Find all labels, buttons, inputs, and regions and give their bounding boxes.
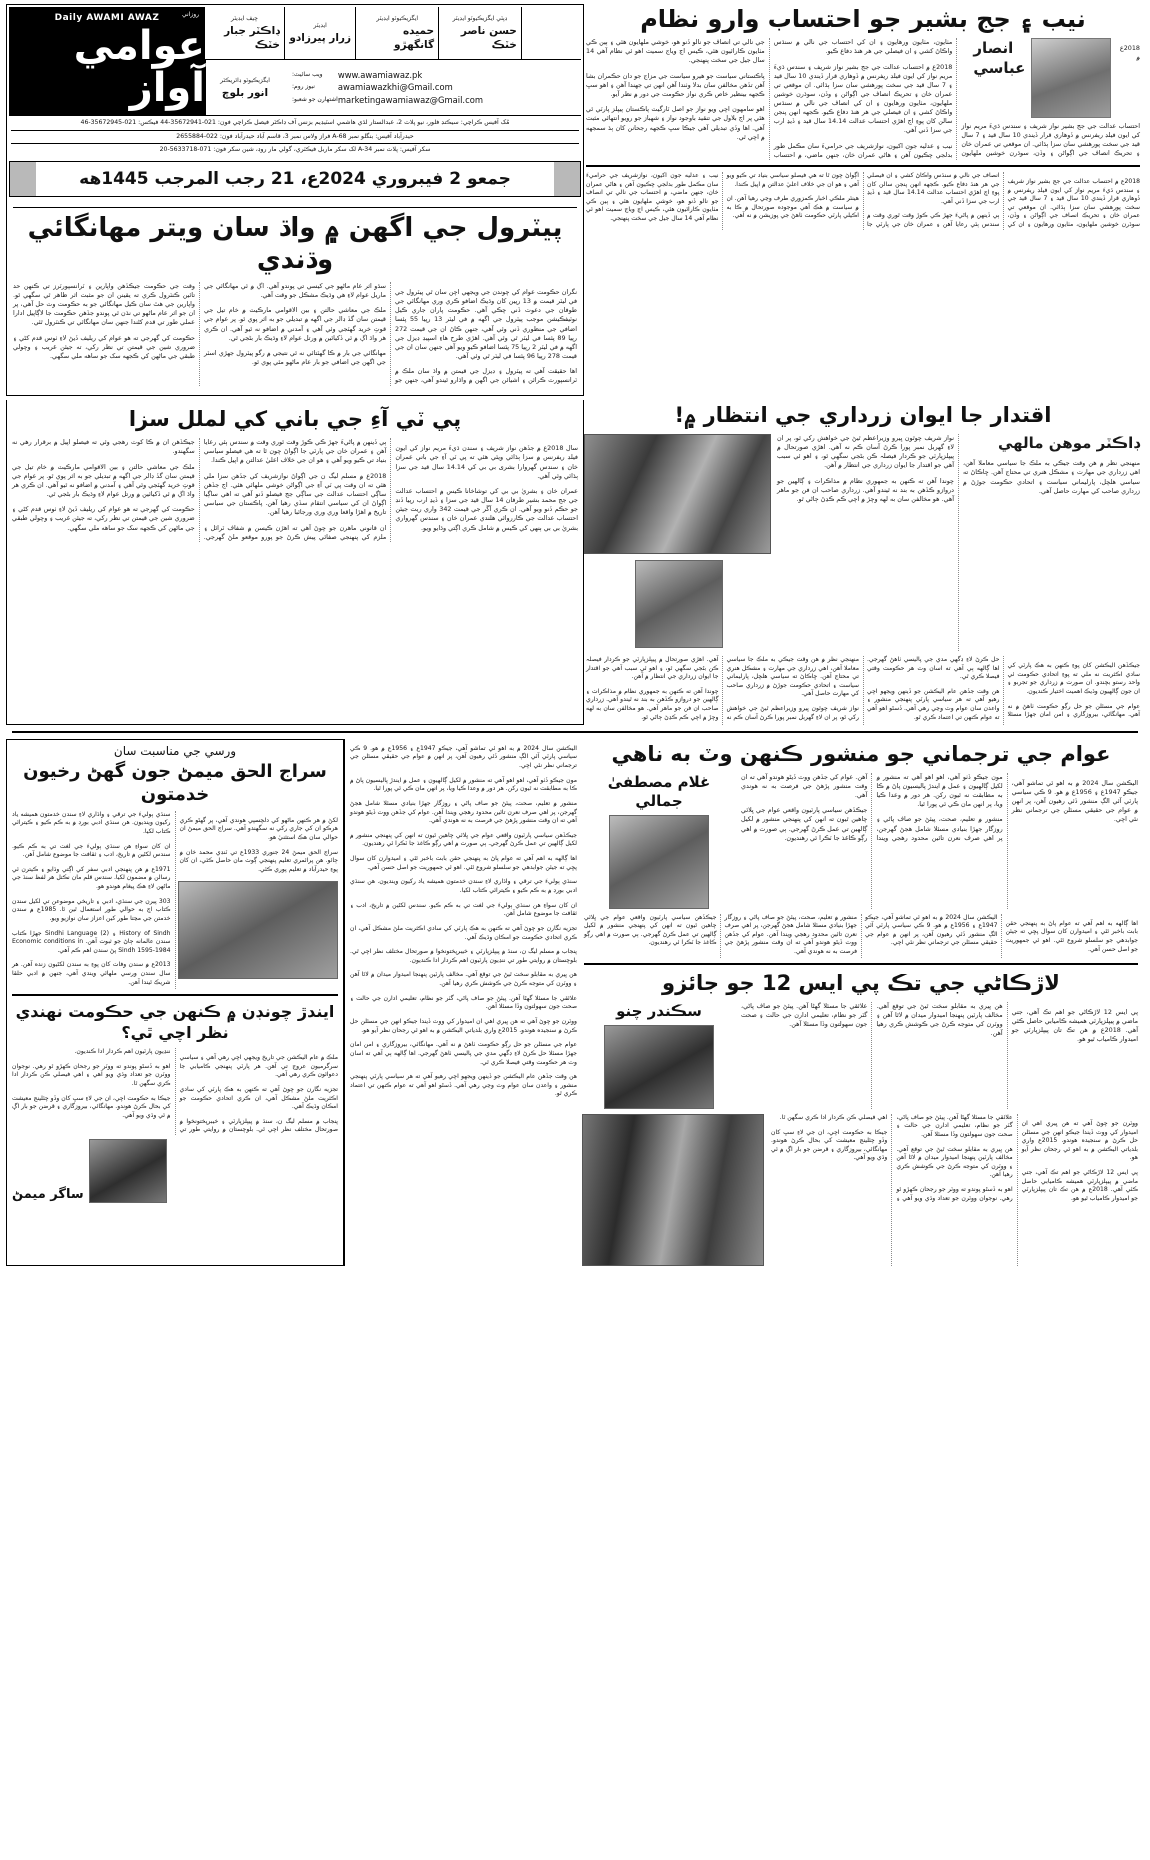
staff-row-bottom [205, 60, 581, 115]
awam-headline: عوام جي ترجماني جو منشور ڪنهن وٽ به ناهي [611, 741, 1111, 766]
article-paragraph: عمران خان ۽ بشريٰ بي بي کي توشاخانا ڪيس ۾ احتساب عدالت جي جج محمد بشير طرفان 14 سال قيد جي سزا ۽ ڏيڍ ارب رپيا ڏنڊ جو حڪم ڏنو ويو آهي. ان ڪري آڱر جي قيمت 342 واري ريت جيئن احتساب عدالت جي ڪارروائي هلندي عمران خان ۽ سندس گهرواري بشريٰ بي بي ٻنهي کي ڪيس ۾ شامل ڪري اڳتي وڌايو ويو. [395, 487, 578, 532]
awam-byline [584, 773, 734, 909]
lead-paragraph: اها حقيقت آهي ته پيٽرول ۽ ڊيزل جي قيمتن ۾ واڌ سان ملڪ ۾ ٽرانسپورٽ ڪرائن ۽ اشيائن جي اگهن ۾ واڌارو ٿيندو آهي، جنهن جو سڌو اثر عام ماڻهو جي کيسي تي پوندو آهي. اڳ ۾ ئي مهانگائي جي ماريل عوام لاءِ هي وڌيڪ مشڪل جو وقت آهي. [204, 281, 577, 385]
article-paragraph: مون جيڪو ڏٺو آهي، اهو اهو آهي ته منشور ۾ لکيل ڳالهيون ۽ عمل ۾ ايندڙ پاليسيون پاڻ ۾ ڪا به مطابقت نه ٿيون رکن. هر دور ۾ وعدا ڪيا ويا، پر انهن مان ڪي ئي پورا ٿيا. [876, 772, 1003, 808]
article-paragraph: هن وقت جڏهن عام اليڪشن جو ڏينهن ويجهو اچي رهيو آهي ته هر سياسي پارٽي پنهنجي منشور ۽ واعدن سان عوام وٽ وڃي رهي آهي. ڏسڻو اهو آهي ته عوام ڪنهن تي اعتماد ڪري ٿو. [867, 687, 1000, 721]
dateline-pad-left [10, 162, 36, 196]
zardari-top-row [586, 434, 1140, 651]
author-name: سڪندر چنو [616, 1001, 702, 1020]
logo-main-name: عوامي آواز [73, 23, 205, 111]
lead-paragraph: وقت جي حڪومت جيڪڏهن واپارين ۽ ٽرانسپورٽرز تي ڪنهن حد تائين ڪنٽرول ڪري ته يقينن ان جو مثبت اثر ظاهر ٿي سگهي ٿو. واپارين جي هٿ سان ڪيل مهانگائي جو به حڪومت وٽ حل آهي، پر ان جو اثر عام ماڻهو تي نڌن ٿي پوندو جڏهن حڪومت جا لاڳاپيل ادارا عملي طور تي قدم کڻندا جنهن سان مهانگائي تي ڪنٽرول ٿئي. [13, 281, 195, 327]
staff-role: چيف ايڊيٽر [231, 15, 258, 22]
contact-labels [288, 69, 338, 107]
article-paragraph: اليڪشن سال 2024 ۾ به اهو ئي تماشو آهي، جيڪو 1947ع ۽ 1956ع ۾ هو. 9 ڪي سياسي پارٽي آئي الڳ منشور ڏئي رهيون آهن، پر انهن ۾ عوام جي حقيقي مسئلن جي ترجماني نظر نٿي اچي. [350, 744, 578, 769]
contact-label-advertising: اشتهارن جو شعبو: [291, 95, 338, 103]
continuation-paragraph: نيب ۽ عدليه جون اکيون، نوازشريف جي حراميءَ سان مڪمل طور بدلجي چڪيون آهن ۽ هاڻي عمران خان، جنهن ماضي، ۾ احتساب جي نالي تي انصاف جو نالو ڏنو هو، خوشي ملهايون هئي ۽ ٻين ڪي مٺايون ڪارائيون هئي، ڪيس اڄ وياج سميت اهو ئي نظام آهي 14 سال جيل جي سخت پنهنجي. [586, 171, 719, 222]
top-left-continuation [586, 172, 1140, 230]
bottom-middle-column [344, 739, 582, 1266]
saraj-portrait-photo [178, 881, 339, 979]
top-left-column [584, 4, 1144, 396]
lead-body [13, 282, 577, 386]
larkana-body-bottom [771, 1114, 1138, 1266]
article-paragraph: سال 2018ع ۾ جڏهن نواز شريف ۽ سندن ڌيءَ مريم نواز کي ايون فيلڊ ريفرنس ۾ سزا ٻڌائي ويئي هئي ته پي ٽي آءِ جي باني عمران خان ۽ سندس گهروارا بشرى بي بي کي 14.14 سال قيد جي سزا ٻڌائي وئي آهي. [395, 444, 579, 480]
article-paragraph: منشور ۾ تعليم، صحت، پيئڻ جو صاف پاڻي ۽ روزگار جهڙا بنيادي مسئلا شامل هجڻ گهرجن، پر اهي صرف نعرن تائين محدود رهجي ويندا آهن. عوام کي جڏهن ووٽ ڏيڻو هوندو آهي ته ان وقت منشور پڙهڻ جي فرصت به نه هوندي آهي. [724, 913, 857, 956]
article-paragraph: 2018ع ۾ احتساب عدالت جي جج بشير نواز شريف ۽ سندس ڌيءَ مريم نواز کي ايون فيلڊ ريفرنس ۾ ڏوهاري قرار ڏيندي 10 سال قيد ۽ 7 سال قيد جي سخت پورهشي سان سزا ٻڌائي. ان موقعي تي عمران خان ۽ تحريڪ انصاف جي اڳواڻن ۽ وڏن، سوڌرن خوشين ملهايون، مٺايون ورهايون ۽ ان کي انصاف جي نالي ۾ سنڌس واڪاڻ کشي ۽ ان فيصلي جي هر هنڌ دفاع ڪيو. ڪجهه انهن پنجن سالن کان پوءِ اڄ اهڙي احتساب عدالت 14.14 سال قيد ۽ ڏيڍ ارب جي سزا ڏني آهي. [773, 62, 953, 135]
lead-paragraph: ملڪ جي معاشي حالتن ۽ بين الاقوامي مارڪيٽ ۾ خام تيل جي قيمتن سان گڏ ڊالر جي اگهه ۾ تبديلي جو به اثر پوي ٿو. پر عوام جي قوتِ خريد گهٽجي وئي آهي ۽ آمدني ۾ اضافو نه ٿيو آهي. ان ڪري هر واڌ اڳ ۾ ئي ڏکيائين ۾ ورتل عوام لاءِ وڌيڪ بار بڻجي ٿي. [204, 306, 386, 342]
author-name: انصار عباسي [973, 39, 1026, 77]
saraj-body [12, 811, 338, 989]
staff-extra-cell [521, 7, 581, 59]
middle-section [6, 400, 1144, 725]
contact-marketing-email[interactable]: marketingawamiawaz@Gmail.com [337, 94, 483, 105]
article-paragraph: ان کان سواءِ هن سنڌي ٻوليءَ جي لغت تي به ڪم ڪيو. سندس لکڻين ۾ تاريخ، ادب ۽ ثقافت جا موضوع شامل آهن. [350, 901, 577, 918]
article-paragraph: سنڌي ٻوليءَ جي ترقي ۽ واڌاري لاءِ سندن خدمتون هميشه ياد رکيون وينديون. هن سنڌي ادبي بورڊ ۾ به ڪم ڪيو ۽ ڪيترائي ڪتاب لکيا. [12, 810, 171, 835]
lead-headline: پيٽرول جي اگهن ۾ واڌ سان ويتر مهانگائي وڌندي [27, 212, 563, 275]
enders-body [12, 1048, 338, 1135]
article-paragraph: علائقي جا مسئلا گهڻا آهن. پيئڻ جو صاف پاڻي، گٽر جو نظام، تعليمي ادارن جي حالت ۽ صحت جون سهولتون وڏا مسئلا آهن. [896, 1113, 1013, 1138]
saraj-subhead: ورسي جي مناسبت سان [113, 743, 237, 758]
masthead-and-lead-column [6, 4, 584, 396]
saraj-column [6, 739, 344, 1266]
article-paragraph: چوندا آهن ته ڪنهن به جمهوري نظام ۾ مذاڪرات ۽ ڳالهين جو دروازو ڪڏهن به بند نه ٿيندو آهي. زرداري صاحب ان فن جو ماهر آهي. هو مخالفن سان به لهه وچڙ ۾ اچي ڪم ڪڍڻ ڄاڻي ٿو. [586, 687, 719, 721]
article-paragraph: 2013ع ۾ سندن وفات کان پوءِ به سندن لکڻيون زنده آهن. هر سال سندن ورسي ملهائي ويندي آهي، جنهن ۾ ادبي حلقا شريڪ ٿيندا آهن. [12, 961, 171, 986]
article-paragraph: ٻي ڏينهن ۾ پاڻيءَ جهڙ ڪي ڪوڙ وقت ٿوري وقت ۾ سندس ٻئي رعايا آهن ۽ عمران خان جي پارٽي جا اڳواڻ چون ٿا ته هي فيصلو سياسي بنياد تي ڪيو ويو آهي ۽ هو ان جي خلاف اعليٰ عدالتن ۾ اپيل ڪندا. [203, 438, 387, 465]
top-section [6, 4, 1144, 396]
staff-name: انور بلوچ [221, 86, 269, 99]
author-photo [604, 1025, 714, 1109]
article-paragraph: اليڪشن سال 2024 ۾ به اهو ئي تماشو آهي، جيڪو 1947ع ۽ 1956ع ۾ هو. 9 ڪي سياسي پارٽي آئي الڳ منشور ڏئي رهيون آهن، پر انهن ۾ عوام جي حقيقي مسئلن جي ترجماني نظر نٿي اچي. [865, 913, 998, 947]
article-paragraph: ووٽرن جو چوڻ آهي ته هن ڀيري اهي ان اميدوار کي ووٽ ڏيندا جيڪو انهن جي مسئلن حل ڪرڻ ۾ سنجيده هوندو. 2015ع واري بلدياتي اليڪشن ۾ به اهو ئي رجحان نظر آيو هو. [350, 1018, 577, 1034]
contact-label-website: ويب سائيٽ: [291, 70, 323, 78]
contact-block [284, 60, 581, 115]
article-paragraph: پنجاب ۾ مسلم ليگ ن، سنڌ ۾ پيپلزپارٽي ۽ خيبرپختونخوا ۾ صورتحال مختلف نظر اچي ٿي. بلوچستان ۾ روايتي طور تي ننڍيون پارٽيون اهم ڪردار ادا ڪنديون. [350, 948, 577, 964]
article-paragraph: لکڻ ۾ هر ڪنهن ماڻهو کي دلچسپي هوندي آهي، پر گهڻو ڪري هرڪو ان کي جاري رکي نه سگهندو آهي. سراج الحق ميمڻ ان حوالي سان هڪ استثنيٰ هو. [179, 816, 338, 841]
larkana-byline [584, 1002, 734, 1109]
mid-right-headline: پي ٽي آءِ جي باني کي لملل سزا [128, 407, 462, 431]
saraj-headline: سراج الحق ميمڻ جون گهڻ رخيون خدمتون [23, 760, 327, 805]
rally-photo [582, 1114, 764, 1266]
zardari-body-bottom [586, 656, 1140, 725]
staff-name: حميده گانگهڙو [394, 25, 435, 51]
article-paragraph: ووٽرن جو چوڻ آهي ته هن ڀيري اهي ان اميدوار کي ووٽ ڏيندا جيڪو انهن جي مسئلن حل ڪرڻ ۾ سنجيده هوندو. 2015ع واري بلدياتي اليڪشن ۾ به اهو ئي رجحان نظر آيو هو. [1021, 1119, 1139, 1162]
article-paragraph: تجزيه نگارن جو چوڻ آهي ته ڪنهن به هڪ پارٽي کي سادي اڪثريت ملڻ مشڪل آهي، ان ڪري اتحادي حڪومت جو امڪان وڌيڪ آهي. [179, 1085, 338, 1111]
article-paragraph: 303 پيرن جي سنڌي، ادبي ۽ تاريخي موضوعن تي لکيل سندن ڪتاب اڄ به حوالي طور استعمال ٿين ٿا. 1985ع ۾ سندن خدمتن جي مڃتا طور کين اعزاز سان نوازيو ويو. [12, 897, 171, 922]
author-photo [635, 560, 723, 648]
article-paragraph: 2018ع ۾ احتساب عدالت جي جج بشير نواز شريف ۽ سندس ڌيءَ مريم نواز کي ايون فيلڊ ريفرنس ۾ ڏوهاري قرار ڏيندي 10 سال قيد ۽ 7 سال قيد جي سخت پورهشي سان سزا ٻڌائي. ان موقعي تي عمران خان ۽ تحريڪ انصاف جي اڳواڻن ۽ وڏن، سوڌرن خوشين ملهايون مٺايون، مٺايون ورهايون ۽ ان کي احتساب جي نالي ۾ سنڌس واڪاڻ کشي ۽ ان فيصلي جي هر هنڌ دفاع ڪيو. [773, 38, 1140, 158]
office-addresses [9, 115, 581, 158]
article-paragraph: اهو به ڏسڻو پوندو ته ووٽر جو رجحان ڪهڙو ٿو رهي. نوجوان ووٽرن جو تعداد وڌي ويو آهي ۽ اهي فيصلي ڪن ڪردار ادا ڪري سگهن ٿا. [779, 1113, 1013, 1202]
awam-top-row [584, 773, 1138, 909]
staff-role: ايگزيڪيوٽو ايڊيٽر [376, 15, 419, 22]
author-photo [89, 1139, 167, 1203]
article-paragraph: تجزيه نگارن جو چوڻ آهي ته ڪنهن به هڪ پارٽي کي سادي اڪثريت ملڻ مشڪل آهي، ان ڪري اتحادي حڪومت جو امڪان وڌيڪ آهي. [350, 924, 577, 941]
awam-body-bottom [584, 914, 1138, 958]
article-paragraph: جيڪا به حڪومت اچي، ان جي لاءِ سڀ کان وڏو چئلينج معيشت کي بحال ڪرڻ هوندو. مهانگائي، بيروزگاري ۽ قرضن جو بار اڳ ۾ ئي وڌي ويو آهي. [771, 1128, 888, 1162]
staff-chief-editor [205, 7, 284, 59]
author-name: ڊاڪٽر موهن مالهي [997, 434, 1140, 452]
zardari-photos [586, 434, 771, 651]
article-paragraph: منشور ۾ تعليم، صحت، پيئڻ جو صاف پاڻي ۽ روزگار جهڙا بنيادي مسئلا شامل هجڻ گهرجن، پر اهي صرف نعرن تائين محدود رهجي ويندا آهن. عوام کي جڏهن ووٽ ڏيڻو هوندو آهي ته ان وقت منشور پڙهڻ جي فرصت به نه هوندي آهي. [350, 799, 577, 825]
article-paragraph: نيب ۽ عدليه جون اکيون، نوازشريف جي حراميءَ سان مڪمل طور بدلجي چڪيون آهن ۽ هاڻي عمران خان، جنهن ماضي، ۾ احتساب جي نالي تي انصاف جو نالو ڏنو هو، خوشي ملهايون هئي ۽ ٻين ڪي مٺايون ڪارائيون هئي، ڪيس اڄ وياج سميت اهو ئي نظام آهي 14 سال جيل جي سخت پنهنجي. [586, 38, 953, 159]
address-hyderabad: حيدرآباد آفيس: بنگلو نمبر A-68 فراز ولاس نمبر 3، قاسم آباد حيدرآباد فون: 022-2655884 [11, 131, 579, 145]
article-paragraph: اها ڳالهه به اهم آهي ته عوام پاڻ به پنهنجي حقن بابت باخبر ٿئي ۽ اميدوارن کان سوال پڇي ته جيئن جوابدهي جو سلسلو شروع ٿئي. اهو ئي جمهوريت جو اصل حسن آهي. [350, 855, 577, 871]
dateline-text: جمعو 2 فيبروري 2024ع، 21 رجب المرجب 1445هه [79, 168, 511, 189]
article-paragraph: علائقي جا مسئلا گهڻا آهن. پيئڻ جو صاف پاڻي، گٽر جو نظام، تعليمي ادارن جي حالت ۽ صحت جون سهولتون وڏا مسئلا آهن. [350, 994, 577, 1011]
article-paragraph: پاڪستاني سياست جو هيرو سياست جي مزاج جو دان حڪمران بشا آهن تڏهن مخالفن سان بدلا وٺندا آهن انهن تي جهندا آهن ۽ اهو سڀ ڪجهه بينظير خاص ڪري نواز حڪومت جي دور ۾ نظر آيو. [586, 71, 765, 98]
article-paragraph: حڪومت کي گهرجي ته هو عوام کي ريليف ڏيڻ لاءِ ٺوس قدم کڻي ۽ ضروري شين جي قيمتن تي نظر رکي، ته جيئن غريب ۽ وچولي طبقي جي ماڻهن کي ڪجهه سک جو ساهه ملي سگهي. [12, 505, 195, 532]
article-paragraph: اليڪشن سال 2024 ۾ به اهو ئي تماشو آهي، جيڪو 1947ع ۽ 1956ع ۾ هو. 9 ڪي سياسي پارٽي آئي الڳ منشور ڏئي رهيون آهن، پر انهن ۾ عوام جي حقيقي مسئلن جي ترجماني نظر نٿي اچي. [1011, 779, 1139, 824]
staff-executive-editor [355, 7, 438, 59]
zardari-byline [586, 560, 771, 648]
lead-story [9, 203, 581, 386]
article-paragraph: منهنجي نظر ۾ هن وقت جيڪي به ملڪ جا سياسي معاملا آهن، اهي زرداري جي مهارت ۽ مشڪل هنري تي محتاج آهن. ڇاڪاڻ ته سياسي هلچل، پارليماني سياست ۽ اتحادي حڪومت جوڙڻ ۾ زرداري صاحب کي مهارت حاصل آهي. [726, 656, 859, 698]
larkana-bottom-row [584, 1114, 1138, 1266]
article-paragraph: علائقي جا مسئلا گهڻا آهن. پيئڻ جو صاف پاڻي، گٽر جو نظام، تعليمي ادارن جي حالت ۽ صحت جون سهولتون وڏا مسئلا آهن. [741, 1001, 868, 1028]
article-paragraph: جيڪا به حڪومت اچي، ان جي لاءِ سڀ کان وڏو چئلينج معيشت کي بحال ڪرڻ هوندو. مهانگائي، بيروزگاري ۽ قرضن جو بار اڳ ۾ ئي وڌي ويو آهي. [12, 1094, 171, 1119]
article-paragraph: هن ڀيري به مقابلو سخت ٿيڻ جي توقع آهي. مخالف پارٽين پنهنجا اميدوار ميدان ۾ لاٿا آهن ۽ ووٽرن کي متوجه ڪرڻ جي ڪوشش ڪري رهيا آهن. [350, 971, 577, 988]
assembly-photo [584, 434, 771, 554]
byline [961, 38, 1111, 118]
article-paragraph: نواز شريف چوٿون ڀيرو وزيراعظم ٿيڻ جي خواهش رکي ٿو، پر ان لاءِ گهربل نمبر پورا ڪرڻ آسان ڪم نه آهي. اهڙي صورتحال ۾ پيپلزپارٽي جو ڪردار فيصلہ ڪن بڻجي سگهي ٿو، ۽ اهو ئي سبب آهي جو اقتدار جا ايوان زرداري جي انتظار ۾ آهن. [586, 656, 859, 721]
larkana-top-row [584, 1002, 1138, 1109]
article-paragraph: جيڪڏهن سياسي پارٽيون واقعي عوام جي ڀلائي چاهين ٿيون ته انهن کي پنهنجي منشور ۾ لکيل ڳالهين تي عمل ڪرڻ گهرجي. ٻي صورت ۾ اهي رڳو ڪاغذ جا ٽڪرا ئي رهنديون. [584, 913, 717, 947]
enders-byline [12, 1139, 338, 1203]
staff-masthead [205, 7, 581, 115]
article-paragraph: هن ڀيري به مقابلو سخت ٿيڻ جي توقع آهي. مخالف پارٽين پنهنجا اميدوار ميدان ۾ لاٿا آهن ۽ ووٽرن کي متوجه ڪرڻ جي ڪوشش ڪري رهيا آهن. [896, 1145, 1013, 1179]
logo-latin-name: Daily AWAMI AWAZ [54, 13, 160, 23]
mid-right-body [12, 438, 578, 542]
contact-website[interactable]: www.awamiawaz.pk [337, 69, 423, 80]
article-paragraph: هن وقت جڏهن عام اليڪشن جو ڏينهن ويجهو اچي رهيو آهي ته هر سياسي پارٽي پنهنجي منشور ۽ واعدن سان عوام وٽ وڃي رهي آهي. ڏسڻو اهو آهي ته عوام ڪنهن تي اعتماد ڪري ٿو. [350, 1073, 577, 1098]
article-paragraph: پي ايس 12 لاڙڪاڻي جو اهم تڪ آهي، جتي ماضي ۾ پيپلزپارٽي هميشه ڪاميابي حاصل ڪئي آهي. 2018ع ۾ هن تڪ تان پيپلزپارٽي جو اميدوار ڪامياب ٿيو هو. [1021, 1168, 1138, 1202]
article-paragraph: جيڪڏهن اليڪشن کان پوءِ ڪنهن به هڪ پارٽي کي سادي اڪثريت نه ملي ته پوءِ اتحادي حڪومت ئي واحد رستو بچندو. ان صورت ۾ زرداري جو تجربو ۽ ان جون ڳالهيون وڌيڪ اهميت اختيار ڪنديون. [1007, 662, 1140, 695]
dateline-pad-right [554, 162, 580, 196]
staff-role: ايگزيڪيوٽو ڊائريڪٽر [220, 76, 270, 84]
mid-right-column [6, 400, 584, 725]
article-paragraph: ملڪ ۾ عام اليڪشن جي تاريخ ويجهي اچي رهي آهي ۽ سياسي سرگرميون عروج تي آهن. هر پارٽي پنهنجي ڪاميابي جا دعوائون ڪري رهي آهي. [179, 1054, 338, 1079]
staff-role: ڊپٽي ايگزيڪيوٽو ايڊيٽر [452, 15, 508, 22]
bottom-middle-body [350, 745, 577, 1099]
mid-left-column [584, 400, 1144, 725]
larkana-photo-wrap [584, 1114, 764, 1266]
lead-paragraph: حڪومت کي گهرجي ته هو عوام کي ريليف ڏيڻ لاءِ ٺوس قدم کڻي ۽ ضروري شين جي قيمتن تي نظر رکي، ته جيئن غريب ۽ وچولي طبقي جي ماڻهن کي ڪجهه سک جو ساهه ملي سگهي. [13, 333, 195, 360]
awam-body-top [741, 773, 1138, 909]
staff-name: زرار پيرزادو [289, 32, 352, 44]
zardari-body-top [777, 434, 1140, 651]
major-divider [12, 731, 1138, 733]
continuation-paragraph: ٻي ڏينهن ۾ پاڻيءَ جهڙ ڪي ڪوڙ وقت ٿوري وقت ۾ سندس ٻئي رعايا آهن ۽ عمران خان جي پارٽي جا اڳواڻ چون ٿا ته هي فيصلو سياسي بنياد تي ڪيو ويو آهي ۽ هو ان جي خلاف اعليٰ عدالتن ۾ اپيل ڪندا. [726, 171, 1000, 228]
staff-name: ڊاڪٽر جبار خٽڪ [224, 25, 280, 51]
section-divider [586, 165, 1140, 167]
article-paragraph: جيڪڏهن سياسي پارٽيون واقعي عوام جي ڀلائي چاهين ٿيون ته انهن کي پنهنجي منشور ۾ لکيل ڳالهين تي عمل ڪرڻ گهرجي. ٻي صورت ۾ اهي رڳو ڪاغذ جا ٽڪرا ئي رهنديون. [741, 806, 868, 842]
article-paragraph: چوندا آهن ته ڪنهن به جمهوري نظام ۾ مذاڪرات ۽ ڳالهين جو دروازو ڪڏهن به بند نه ٿيندو آهي. زرداري صاحب ان فن جو ماهر آهي. هو مخالفن سان به لهه وچڙ ۾ اچي ڪم ڪڍڻ ڄاڻي ٿو. [777, 476, 954, 503]
article-paragraph: عوام جي مسئلن جو حل رڳو حڪومت ٺاهڻ ۾ نه آهي. مهانگائي، بيروزگاري ۽ امن امان جهڙا مسئلا حل ڪرڻ لاءِ ڊگهي مدي جي پاليسي ٺاهڻ گهرجي. اها ڳالهه ٻي آهي ته اسان وٽ هر حڪومت وقتي فيصلا ڪري ٿي. [350, 1041, 577, 1066]
article-paragraph: ان قانوني ماهرن جو چوڻ آهي ته اهڙن ڪيسن ۾ شفاف ٽرائل ۽ ملزم کي پنهنجي صفائي پيش ڪرڻ جو پورو موقعو ملڻ گهرجي. جيڪڏهن ان ۾ ڪا کوٽ رهجي وئي ته فيصلو اپيل ۾ برقرار رهي نه سگهندو. [12, 438, 387, 541]
article-paragraph: اهو به ڏسڻو پوندو ته ووٽر جو رجحان ڪهڙو ٿو رهي. نوجوان ووٽرن جو تعداد وڌي ويو آهي ۽ اهي فيصلي ڪن ڪردار ادا ڪري سگهن ٿا. [12, 1062, 171, 1087]
newspaper-logo[interactable] [9, 7, 205, 115]
article-paragraph: پي ايس 12 لاڙڪاڻي جو اهم تڪ آهي، جتي ماضي ۾ پيپلزپارٽي هميشه ڪاميابي حاصل ڪئي آهي. 2018ع ۾ هن تڪ تان پيپلزپارٽي جو اميدوار ڪامياب ٿيو هو. [1011, 1008, 1138, 1044]
article-paragraph: 1971ع ۾ هن پنهنجي ادبي سفر کي اڳتي وڌايو ۽ ڪيترن ئي رسالن ۾ مضمون لکيا. سندس قلم مان نڪتل هر لفظ سنڌ جي ماڻهن لاءِ هڪ پيغام هوندو هو. [12, 865, 171, 891]
top-left-headline: نيب ۽ جج بشير جو احتساب وارو نظام [640, 5, 1086, 33]
continuation-paragraph: هينئر ملڪي اخبار ڪمزوري طرف وڃي رهيا آهن. ان ۾ سياست ۾ هڪ آهي موجوده صورتحال ۾ ڪا به اڪيلي پارٽي حڪومت ٺاهڻ جي پوزيشن ۾ نه آهي. [726, 195, 859, 220]
article-paragraph: جيڪڏهن سياسي پارٽيون واقعي عوام جي ڀلائي چاهين ٿيون ته انهن کي پنهنجي منشور ۾ لکيل ڳالهين تي عمل ڪرڻ گهرجي. ٻي صورت ۾ اهي رڳو ڪاغذ جا ٽڪرا ئي رهنديون. [350, 831, 577, 848]
article-paragraph: History of Sindh ۽ Sindhi Language (2) جهڙا ڪتاب سندن عالمانه ڄاڻ جو ثبوت آهن. Economic conditions in Sindh 1595-1984 پڻ سندن اهم ڪم آهي. [12, 929, 171, 954]
author-name: ساگر ميمڻ [12, 1187, 84, 1202]
staff-deputy-executive-editor [438, 7, 521, 59]
dateline-bar [9, 161, 581, 197]
continuation-paragraph: 2018ع ۾ احتساب عدالت جي جج بشير نواز شريف ۽ سندس ڌيءَ مريم نواز کي ايون فيلڊ ريفرنس ۾ ڏوهاري قرار ڏيندي 10 سال قيد ۽ 7 سال قيد جي سخت پورهشي سان سزا ٻڌائي. ان موقعي تي عمران خان ۽ تحريڪ انصاف جي اڳواڻن ۽ وڏن، سوڌرن خوشين ملهايون، مٺايون ورهايون ۽ ان کي انصاف جي نالي ۾ سنڌس واڪاڻ کشي ۽ ان فيصلي جي هر هنڌ دفاع ڪيو. ڪجهه انهن پنجن سالن کان پوءِ اڄ اهڙي احتساب عدالت 14.14 سال قيد ۽ ڏيڍ ارب جي سزا ڏني آهي. [867, 171, 1140, 228]
article-paragraph: ان کان سواءِ هن سنڌي ٻوليءَ جي لغت تي به ڪم ڪيو. سندس لکڻين ۾ تاريخ، ادب ۽ ثقافت جا موضوع شامل آهن. [12, 842, 171, 859]
larkana-headline: لاڙڪاڻي جي تڪ پي ايس 12 جو جائزو [662, 970, 1060, 995]
article-paragraph: سنڌي ٻوليءَ جي ترقي ۽ واڌاري لاءِ سندن خدمتون هميشه ياد رکيون وينديون. هن سنڌي ادبي بورڊ ۾ به ڪم ڪيو ۽ ڪيترائي ڪتاب لکيا. [350, 878, 577, 894]
article-paragraph: مون جيڪو ڏٺو آهي، اهو اهو آهي ته منشور ۾ لکيل ڳالهيون ۽ عمل ۾ ايندڙ پاليسيون پاڻ ۾ ڪا به مطابقت نه ٿيون رکن. هر دور ۾ وعدا ڪيا ويا، پر انهن مان ڪي ئي پورا ٿيا. [350, 776, 577, 793]
article-paragraph: 2018ع ۾ مسلم ليگ ن جي اڳواڻ نوازشريف کي جڏهن سزا ملي هئي ته ان وقت پي ٽي آءِ جي اڳواڻن خوشي ملهائي هئي. اڄ جڏهن ساڳي احتساب عدالت جي ساڳي جج فيصلو ڏنو آهي ته اهي ساڳيا اڳواڻ ان کي سياسي انتقام سڏي رهيا آهن. پاڪستان جي سياسي تاريخ ۾ اهڙا واقعا وري وري ورجائبا رهيا آهن. [203, 471, 387, 517]
article-paragraph: پنجاب ۾ مسلم ليگ ن، سنڌ ۾ پيپلزپارٽي ۽ خيبرپختونخوا ۾ صورتحال مختلف نظر اچي ٿي. بلوچستان ۾ روايتي طور تي ننڍيون پارٽيون اهم ڪردار ادا ڪنديون. [74, 1047, 338, 1134]
lead-paragraph: مهانگائي جي بار ۾ ڪا گهٽتائي نه ٿي نتيجي ۾ رگو پيٽرول جهڙي اسٽر جي اگهن جي اضافي جو بار عام ماڻهو مٿي پوي ٿو. [204, 349, 386, 367]
larkana-body-top [741, 1002, 1138, 1109]
author-photo [1031, 38, 1111, 118]
author-name: غلام مصطفیٰ جمالي [607, 772, 711, 810]
address-karachi: مُک آفيس ڪراچي: سيڪنڊ فلور، نيو پلاٽ 2، عبدالستار لڌي هاشمي اسٽيڊيم بزنس آف ڊاڪٽر فيصل ڪراچي فون: 021-35672941-44 فيڪس: 021-35672945-46 [11, 117, 579, 131]
staff-executive-director [205, 60, 284, 115]
contact-values [338, 69, 483, 107]
bottom-section [6, 739, 1144, 1266]
staff-name: حسن ناصر خٽڪ [460, 25, 517, 51]
article-paragraph: عوام جي مسئلن جو حل رڳو حڪومت ٺاهڻ ۾ نه آهي. مهانگائي، بيروزگاري ۽ امن امان جهڙا مسئلا حل ڪرڻ لاءِ ڊگهي مدي جي پاليسي ٺاهڻ گهرجي. اها ڳالهه ٻي آهي ته اسان وٽ هر حڪومت وقتي فيصلا ڪري ٿي. [867, 656, 1140, 719]
staff-editor [284, 7, 355, 59]
article-paragraph: منشور ۾ تعليم، صحت، پيئڻ جو صاف پاڻي ۽ روزگار جهڙا بنيادي مسئلا شامل هجڻ گهرجن، پر اهي صرف نعرن تائين محدود رهجي ويندا آهن. عوام کي جڏهن ووٽ ڏيڻو هوندو آهي ته ان وقت منشور پڙهڻ جي فرصت به نه هوندي آهي. [741, 772, 1003, 842]
article-paragraph: نواز شريف چوٿون ڀيرو وزيراعظم ٿيڻ جي خواهش رکي ٿو، پر ان لاءِ گهربل نمبر پورا ڪرڻ آسان ڪم نه آهي. اهڙي صورتحال ۾ پيپلزپارٽي جو ڪردار فيصلہ ڪن بڻجي سگهي ٿو، ۽ اهو ئي سبب آهي جو اقتدار جا ايوان زرداري جي انتظار ۾ آهن. [777, 434, 954, 470]
article-paragraph: اهو سامهون اچي ويو نواز جو اصل ٽارگيٽ پاڪستان پيپلز پارٽي ٿي هئي پر اڄ بلاول جي تنقيد باوجود نواز ۽ شهباز جو رويو انتهائي مثبت آهي. اها وڏي تبديلي آهي جيڪا سڀ ڪجهه رجحانن کان ٻڌ سمجهه ۾ اچي ٿي. [586, 105, 765, 141]
author-photo [609, 815, 709, 909]
top-left-body [586, 38, 1140, 160]
zardari-headline: اقتدار جا ايوان زرداري جي انتظار ۾! [674, 403, 1052, 427]
article-paragraph: اها ڳالهه به اهم آهي ته عوام پاڻ به پنهنجي حقن بابت باخبر ٿئي ۽ اميدوارن کان سوال پڇي ته جيئن جوابدهي جو سلسلو شروع ٿئي. اهو ئي جمهوريت جو اصل حسن آهي. [1005, 919, 1138, 953]
contact-label-newsroom: نيوز روم: [291, 83, 315, 91]
address-sukkur: سکر آفيس: پلاٽ نمبر A-34 لک سکر ماربل فيڪٽري، گولي مار روڊ، شين سکر فون: 071-5633718-20 [159, 146, 431, 154]
contact-newsroom-email[interactable]: awamiawazkhi@Gmail.com [337, 82, 453, 93]
article-paragraph: منهنجي نظر ۾ هن وقت جيڪي به ملڪ جا سياسي معاملا آهن، اهي زرداري جي مهارت ۽ مشڪل هنري تي محتاج آهن. ڇاڪاڻ ته سياسي هلچل، پارليماني سياست ۽ اتحادي حڪومت جوڙڻ ۾ زرداري صاحب کي مهارت حاصل آهي. [963, 459, 1140, 495]
bottom-left-column [582, 739, 1142, 1266]
article-paragraph: هن ڀيري به مقابلو سخت ٿيڻ جي توقع آهي. مخالف پارٽين پنهنجا اميدوار ميدان ۾ لاٿا آهن ۽ ووٽرن کي متوجه ڪرڻ جي ڪوشش ڪري رهيا آهن. [876, 1001, 1003, 1038]
staff-role: ايڊيٽر [313, 22, 327, 29]
staff-row-top [205, 7, 581, 60]
article-paragraph: سراج الحق ميمڻ 24 جنوري 1933ع تي ٽنڊي محمد خان ۾ ڄائو. هن پرائمري تعليم پنهنجي ڳوٺ مان حاصل ڪئي، ان کان پوءِ حيدرآباد ۾ تعليم پوري ڪئي. [179, 848, 338, 873]
masthead-row [9, 7, 581, 115]
enders-headline: ايندڙ چونڊن ۾ ڪنهن جي حڪومت نهندي نظر اچي ٿي؟ [15, 1001, 335, 1042]
logo-corner-text: روزاني [181, 11, 199, 18]
article-paragraph: ملڪ جي معاشي حالتن ۽ بين الاقوامي مارڪيٽ ۾ خام تيل جي قيمتن سان گڏ ڊالر جي اگهه ۾ تبديلي جو به اثر پوي ٿو. پر عوام جي قوتِ خريد گهٽجي وئي آهي ۽ آمدني ۾ اضافو نه ٿيو آهي. ان ڪري هر واڌ اڳ ۾ ئي ڏکيائين ۾ ورتل عوام لاءِ وڌيڪ بار بڻجي ٿي. [12, 462, 195, 498]
lead-paragraph: نگران حڪومت عوام کي چوندن جي ويجهي اچن سان ٿي پيٽرول جي في ليٽر قيمت ۾ 13 رپين کان وڌيڪ اضافو ڪري وري مهانگائي جي طوفان جي دعوت ڏني چڪي آهي. حڪومت پاران جاري ڪيل نوٽيفڪيشن موجب پيٽرول جي اگهه ۾ في ليٽر 13 رپيا 55 پئسا اضافي جي منظوري ڏني وئي آهي، جنهن ڪاڻ ان جي قيمت 272 رپيا 89 پئسا في ليٽر ٿي وئي آهي. اهڙي طرح هاءِ اسپيڊ ڊيزل جي اگهه ۾ في ليٽر 2 رپيا 75 پئسا اضافو ڪيو ويو آهي جنهن سان ان جي قيمت 278 رپيا 96 پئسا في ليٽر ٿي وئي آهي. [395, 288, 578, 360]
